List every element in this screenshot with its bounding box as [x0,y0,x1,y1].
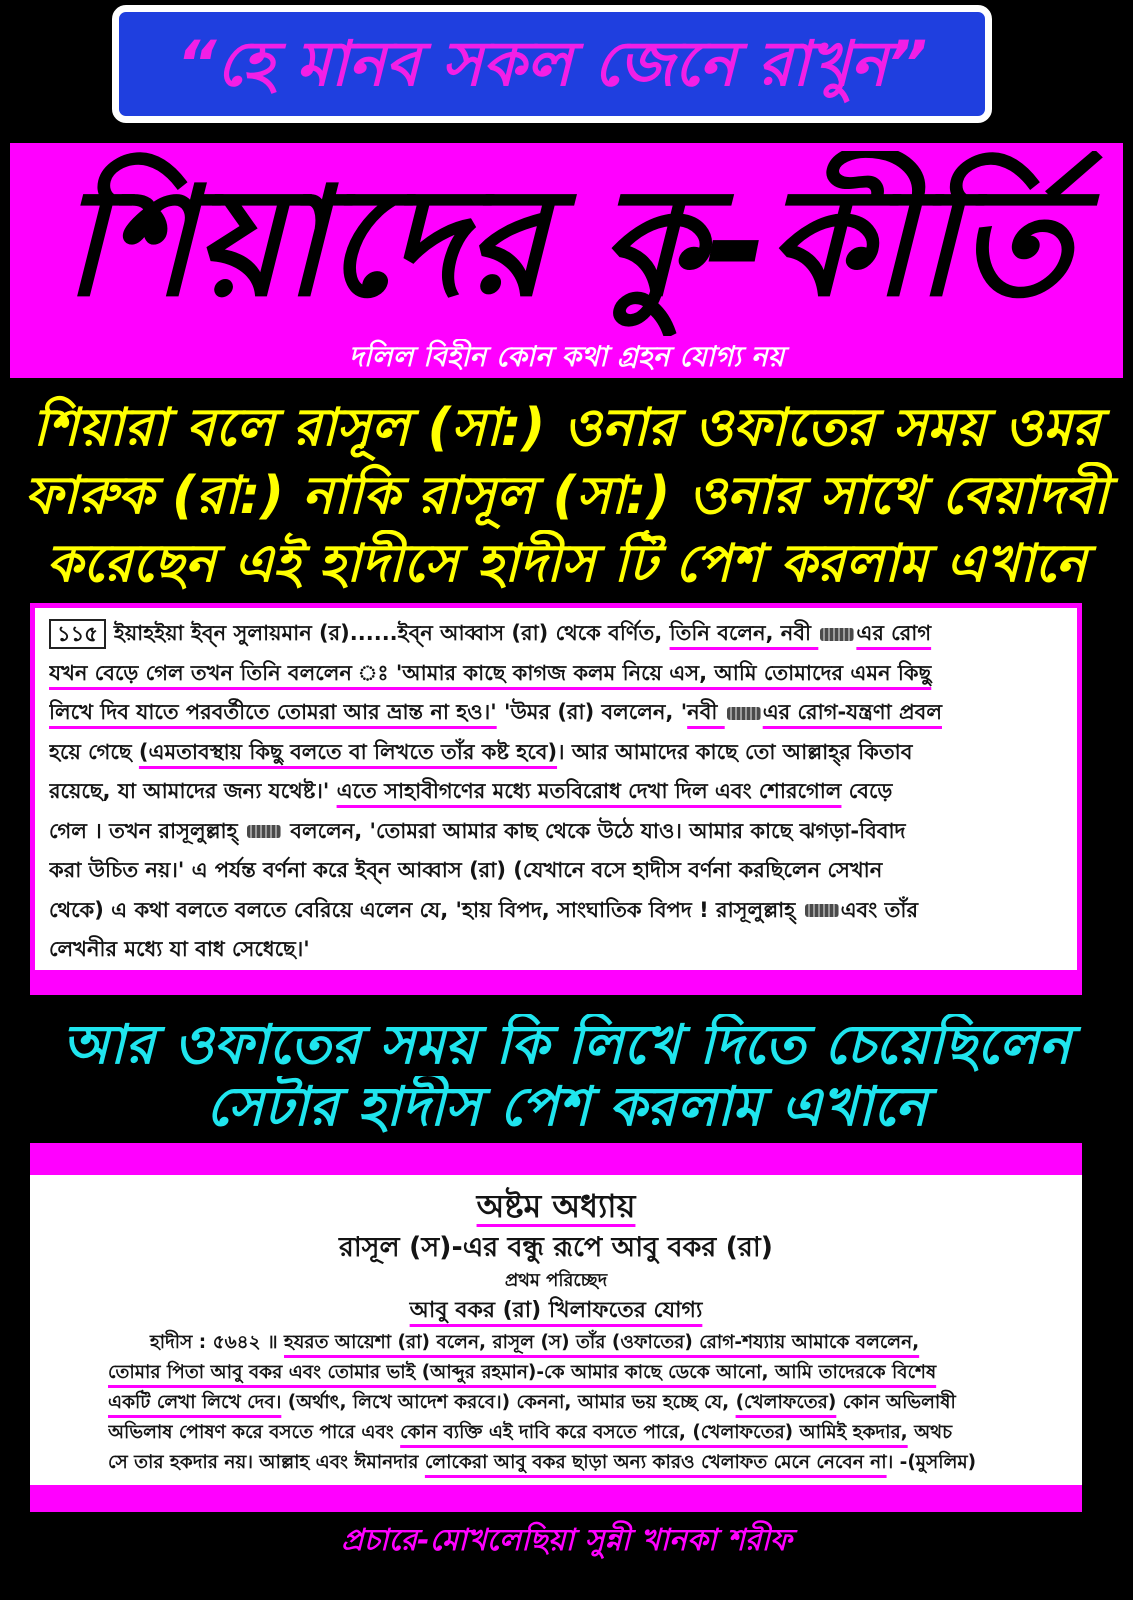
poster-title: শিয়াদের কু-কীর্তি [62,156,1071,330]
hadith-1-text: 'উমর (রা) বললেন, ' [496,700,688,724]
hadith-1-text: এর রোগ-যন্ত্রণা প্রবল [762,700,942,724]
hadith-2-text: হাদীস : ৫৬৪২ ॥ [150,1332,285,1353]
hadith-1-text: ইয়াহইয়া ইব্‌ন সুলায়মান (র)......ইব্‌ন আব্বাস (রা) থেকে বর্ণিত, [113,621,670,645]
hadith-1-text: হয়ে গেছে [49,739,139,764]
hadith-2-heading [30,1295,1082,1327]
hadith-2-heading-text: আবু বকর (রা) খিলাফতের যোগ্য [409,1298,703,1323]
hadith-2-text: একটি লেখা লিখে দেব। [108,1392,282,1413]
hadith-2-text: লোকেরা আবু বকর ছাড়া অন্য কারও খেলাফত মেনে নেবেন না [424,1452,887,1473]
hadith-2-text: হযরত আয়েশা (রা) বলেন, রাসূল (স) তাঁর (ওফাতের) রোগ-শয্যায় আমাকে বললেন, [284,1332,920,1353]
hadith-1-text: নবী [687,700,725,724]
hadith-1-highlight [687,700,942,724]
salutation-calligraphy-icon [820,628,854,641]
hadith-1-text: গেল । তখন রাসূলুল্লাহ্ [49,818,245,843]
hadith-2-text: কোন অভিলাষী [836,1392,956,1413]
header-quote: “হে মানব সকল জেনে রাখুন” [176,27,928,100]
hadith-1-text: যখন বেড়ে গেল তখন তিনি বললেন ঃ 'আমার কাছে কাগজ কলম নিয়ে এস, আমি তোমাদের এমন কিছু [49,660,932,685]
salutation-calligraphy-icon [247,825,281,838]
hadith-2-text: কোন ব্যক্তি এই দাবি করে বসতে পারে, (খেলাফতের) আমিই হকদার, [400,1422,908,1443]
hadith-2-line [108,1328,1058,1358]
title-band [10,143,1123,378]
hadith-2-text: । -(মুসলিম) [886,1452,977,1473]
hadith-1-line [49,654,1063,694]
claim-line-3: করেছেন এই হাদীসে হাদীস টি পেশ করলাম এখানে [46,534,1087,594]
hadith-1-text: থেকে) এ কথা বলতে বলতে বেরিয়ে এলেন যে, 'হায় বিপদ, সাংঘাতিক বিপদ ! রাসূলুল্লাহ্ [49,897,803,922]
hadith-panel-2 [30,1143,1082,1512]
hadith-2-text: তোমার পিতা আবু বকর এবং তোমার ভাই (আব্দুর রহমান)-কে আমার কাছে ডেকে আনো, আমি তাদেরকে বিশেষ [108,1362,937,1383]
hadith-2-text: (অর্থাৎ, লিখে আদেশ করবে।) কেননা, আমার ভয় হচ্ছে যে, [281,1392,736,1413]
hadith-1-text: রয়েছে, যা আমাদের জন্য যথেষ্ট।' [49,779,337,803]
hadith-1-text: বললেন, 'তোমরা আমার কাছ থেকে উঠে যাও। আমার কাছে ঝগড়া-বিবাদ [283,818,906,843]
hadith-2-text: অভিলাষ পোষণ করে বসতে পারে এবং [108,1422,401,1443]
hadith-1-number: ১১৫ [49,619,106,649]
hadith-1-text: এবং তাঁর [840,897,918,922]
question-line-2: সেটার হাদীস পেশ করলাম এখানে [205,1076,928,1138]
hadith-1-text: (এমতাবস্থায় কিছু বলতে বা লিখতে তাঁর কষ্ট হবে) [138,739,558,764]
hadith-1-line [49,693,1063,733]
hadith-1-line [49,930,1063,970]
hadith-1-text: লিখে দিব যাতে পরবর্তীতে তোমরা আর ভ্রান্ত না হও।' [49,700,497,724]
question-section [10,1014,1123,1140]
hadith-1-line [49,614,1063,654]
hadith-2-line [108,1388,1058,1418]
chapter-number-text: অষ্টম অধ্যায় [476,1187,636,1225]
hadith-1-text: করা উচিত নয়।' এ পর্যন্ত বর্ণনা করে ইব্‌ন আব্বাস (রা) (যেখানে বসে হাদীস বর্ণনা করছিলেন সেখান [49,858,883,882]
hadith-1-line [49,891,1063,931]
hadith-2-line [108,1448,1058,1478]
hadith-1-highlight [670,621,932,645]
hadith-1-text: তিনি বলেন, নবী [669,621,819,645]
hadith-1-line [49,772,1063,812]
salutation-calligraphy-icon [727,707,761,720]
salutation-calligraphy-icon [805,904,839,917]
hadith-1-line [49,851,1063,891]
hadith-1-text-block [35,608,1077,970]
footer-credit: প্রচারে-মোখলেছিয়া সুন্নী খানকা শরীফ [341,1523,792,1558]
question-line-1: আর ওফাতের সময় কি লিখে দিতে চেয়েছিলেন [62,1014,1071,1076]
hadith-1-text: বেড়ে [841,779,893,803]
claim-line-1: শিয়ারা বলে রাসূল (সা:) ওনার ওফাতের সময় ওমর [32,398,1101,458]
header-banner [112,5,992,123]
hadith-2-body [108,1328,1058,1478]
hadith-panel-1 [30,603,1082,995]
hadith-1-line [49,812,1063,852]
hadith-1-text: এতে সাহাবীগণের মধ্যে মতবিরোধ দেখা দিল এবং শোরগোল [336,779,842,803]
hadith-2-line [108,1358,1058,1388]
hadith-1-line [49,733,1063,773]
poster-subtitle: দলিল বিহীন কোন কথা গ্রহন যোগ্য নয় [348,340,785,373]
hadith-1-text: লেখনীর মধ্যে যা বাধ সেধেছে।' [49,937,310,961]
section-title: প্রথম পরিচ্ছেদ [504,1270,608,1291]
hadith-1-text: । আর আমাদের কাছে তো আল্লাহ্‌র কিতাব [557,739,913,764]
hadith-2-text: (খেলাফতের) [735,1392,837,1413]
hadith-1-text: এর রোগ [856,621,932,645]
hadith-2-text: অথচ [907,1422,953,1443]
chapter-title: রাসূল (স)-এর বন্ধু রূপে আবু বকর (রা) [338,1232,774,1263]
claim-section [10,394,1123,600]
hadith-2-text: সে তার হকদার নয়। আল্লাহ এবং ঈমানদার [108,1452,425,1473]
claim-line-2: ফারুক (রা:) নাকি রাসূল (সা:) ওনার সাথে বেয়াদবী [24,466,1109,526]
hadith-2-text-block [30,1175,1082,1485]
chapter-number [30,1185,1082,1227]
hadith-2-line [108,1418,1058,1448]
